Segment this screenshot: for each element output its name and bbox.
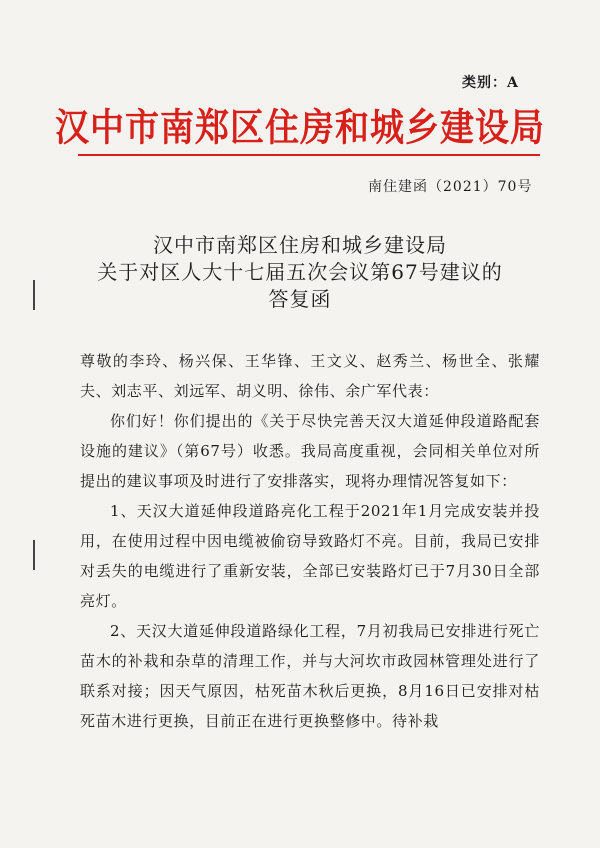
document-title: [0, 232, 600, 313]
header-divider: [78, 154, 540, 156]
salutation: 尊敬的李玲、杨兴保、王华锋、王文义、赵秀兰、杨世全、张耀夫、刘志平、刘远军、胡义明、徐伟、余广军代表：: [80, 352, 540, 400]
title-line-2: 关于对区人大十七届五次会议第67号建议的: [97, 260, 503, 284]
body-paragraph: 2、天汉大道延伸段道路绿化工程，7月初我局已安排进行死亡苗木的补栽和杂草的清理工作，并与大河坎市政园林管理处进行了联系对接；因天气原因，枯死苗木秋后更换，8月16日已安排对枯死苗木进行更换，目前正在进行更换整修中。待补栽: [80, 622, 540, 730]
body-paragraph: 1、天汉大道延伸段道路亮化工程于2021年1月完成安装并投用，在使用过程中因电缆被偷窃导致路灯不亮。目前，我局已安排对丢失的电缆进行了重新安装，全部已安装路灯已于7月30日全部亮灯。: [80, 502, 540, 610]
document-number: 南住建函（2021）70号: [368, 179, 533, 195]
document-body: [80, 346, 540, 736]
title-line-3: 答复函: [268, 287, 332, 311]
binding-mark: [33, 540, 35, 570]
org-header: 汉中市南郑区住房和城乡建设局: [55, 106, 545, 151]
body-paragraph: 你们好！你们提出的《关于尽快完善天汉大道延伸段道路配套设施的建议》（第67号）收悉。我局高度重视，会同相关单位对所提出的建议事项及时进行了安排落实，现将办理情况答复如下：: [80, 412, 540, 490]
category-label: 类别：A: [462, 75, 519, 91]
title-line-1: 汉中市南郑区住房和城乡建设局: [153, 233, 447, 257]
